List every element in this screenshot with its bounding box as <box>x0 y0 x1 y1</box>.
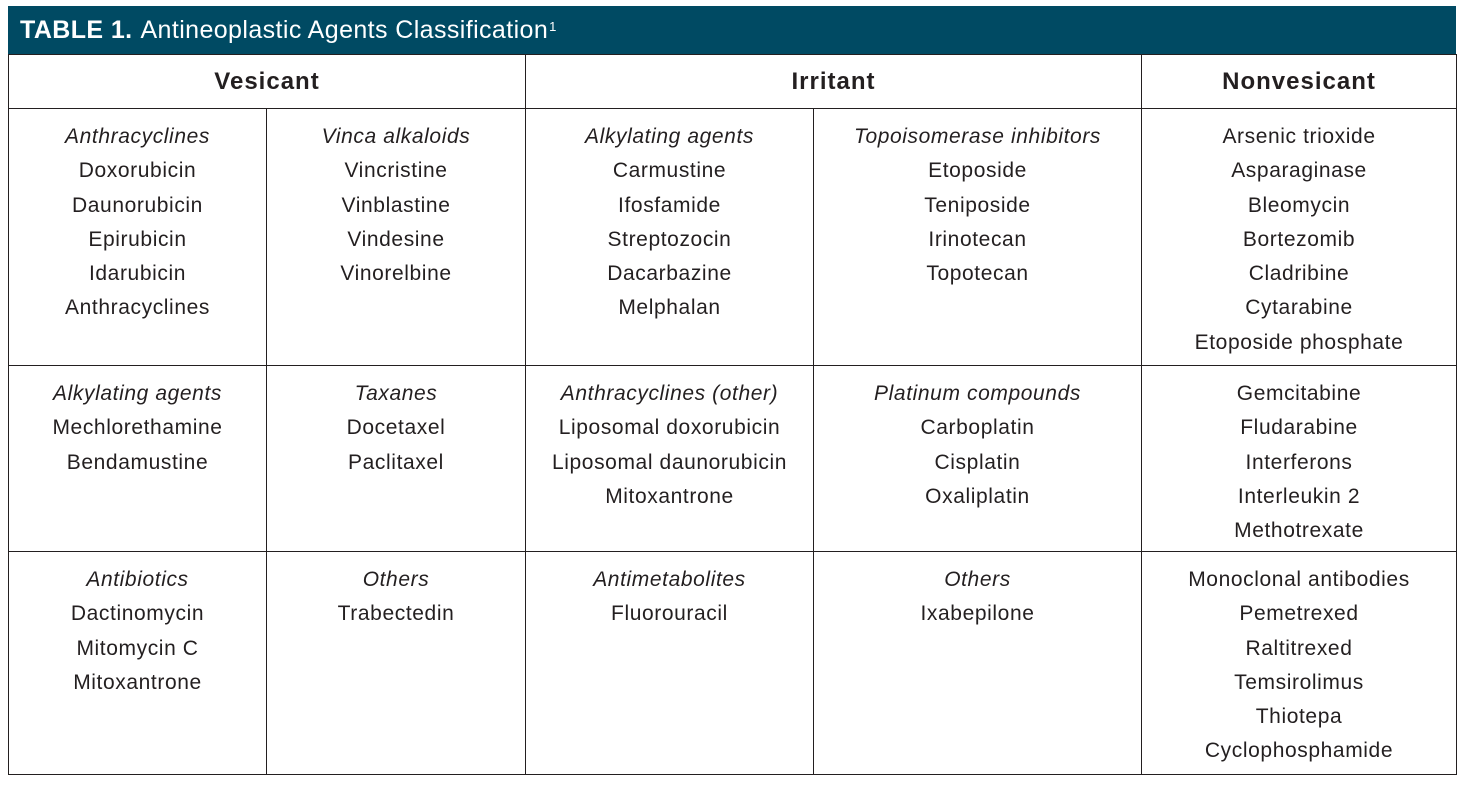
drug-name: Fludarabine <box>1240 416 1358 440</box>
drug-name: Dacarbazine <box>607 262 732 286</box>
vesicant-cell <box>9 109 267 366</box>
drug-class-heading: Vinca alkaloids <box>321 125 471 148</box>
drug-name: Paclitaxel <box>348 450 444 474</box>
drug-name: Bortezomib <box>1242 227 1356 251</box>
drug-name: Bendamustine <box>66 450 209 474</box>
irritant-cell <box>814 366 1142 552</box>
drug-name: Idarubicin <box>88 262 187 286</box>
cell-content <box>9 109 266 326</box>
cell-content <box>814 109 1141 291</box>
drug-name: Fluorouracil <box>611 602 728 626</box>
drug-name: Anthracyclines <box>65 296 210 320</box>
irritant-cell <box>526 109 814 366</box>
table-reference: 1 <box>549 18 557 34</box>
drug-class-heading: Taxanes <box>354 382 438 405</box>
cell-content <box>9 552 266 700</box>
drug-name: Liposomal doxorubicin <box>558 416 781 440</box>
drug-name: Asparaginase <box>1231 159 1367 183</box>
vesicant-cell <box>9 552 267 775</box>
drug-name: Irinotecan <box>928 227 1027 251</box>
drug-class-heading: Anthracyclines (other) <box>560 382 779 405</box>
drug-name: Docetaxel <box>346 416 446 440</box>
drug-name: Epirubicin <box>88 227 187 251</box>
drug-name: Doxorubicin <box>78 159 197 183</box>
table-row <box>9 552 1457 775</box>
cell-content <box>1142 552 1456 769</box>
table-figure <box>8 6 1456 775</box>
vesicant-cell <box>267 552 526 775</box>
column-header-irritant: Irritant <box>526 55 1142 109</box>
drug-class-heading: Others <box>944 568 1011 591</box>
drug-name: Oxaliplatin <box>925 484 1030 508</box>
drug-class-heading: Others <box>362 568 430 591</box>
drug-name: Vincristine <box>344 159 448 183</box>
drug-name: Trabectedin <box>337 602 455 626</box>
drug-name: Liposomal daunorubicin <box>551 450 787 474</box>
cell-content <box>814 366 1141 514</box>
vesicant-cell <box>267 109 526 366</box>
nonvesicant-cell <box>1142 366 1457 552</box>
table-label: TABLE 1. <box>20 15 133 44</box>
vesicant-cell <box>9 366 267 552</box>
drug-class-heading: Platinum compounds <box>874 382 1081 405</box>
classification-table <box>8 54 1457 775</box>
drug-name: Cyclophosphamide <box>1204 739 1394 763</box>
drug-class-heading: Alkylating agents <box>53 382 222 405</box>
drug-name: Bleomycin <box>1247 193 1351 217</box>
drug-name: Interleukin 2 <box>1237 484 1361 508</box>
drug-name: Vinorelbine <box>340 262 452 286</box>
drug-name: Mechlorethamine <box>52 416 223 440</box>
drug-name: Topotecan <box>926 262 1029 286</box>
header-row <box>9 55 1457 109</box>
drug-name: Etoposide phosphate <box>1194 330 1404 354</box>
irritant-cell <box>526 552 814 775</box>
drug-name: Cisplatin <box>934 450 1021 474</box>
cell-content <box>267 109 525 291</box>
drug-name: Monoclonal antibodies <box>1188 568 1410 591</box>
drug-name: Temsirolimus <box>1234 670 1364 694</box>
drug-name: Ifosfamide <box>618 193 721 217</box>
column-header-vesicant: Vesicant <box>9 55 526 109</box>
drug-name: Pemetrexed <box>1239 602 1359 626</box>
irritant-cell <box>526 366 814 552</box>
irritant-cell <box>814 552 1142 775</box>
table-title: Antineoplastic Agents Classification <box>140 15 549 44</box>
table-title-bar <box>8 6 1456 54</box>
drug-name: Dactinomycin <box>70 602 205 626</box>
cell-content <box>9 366 266 480</box>
column-header-nonvesicant: Nonvesicant <box>1142 55 1457 109</box>
cell-content <box>526 366 813 514</box>
cell-content <box>526 552 813 632</box>
cell-content <box>1142 109 1456 360</box>
drug-class-heading: Anthracyclines <box>65 125 210 148</box>
drug-name: Thiotepa <box>1255 705 1343 729</box>
cell-content <box>814 552 1141 632</box>
drug-class-heading: Topoisomerase inhibitors <box>853 125 1102 148</box>
drug-name: Streptozocin <box>607 227 732 251</box>
drug-class-heading: Alkylating agents <box>585 125 754 148</box>
cell-content <box>1142 366 1456 548</box>
drug-class-heading: Antibiotics <box>86 568 189 591</box>
drug-class-heading: Antimetabolites <box>593 568 746 591</box>
nonvesicant-cell <box>1142 552 1457 775</box>
nonvesicant-cell <box>1142 109 1457 366</box>
drug-name: Raltitrexed <box>1245 636 1353 660</box>
drug-name: Vinblastine <box>341 193 451 217</box>
drug-name: Daunorubicin <box>72 193 203 217</box>
table-row <box>9 109 1457 366</box>
drug-name: Cytarabine <box>1245 296 1353 320</box>
drug-name: Gemcitabine <box>1236 382 1362 405</box>
drug-name: Vindesine <box>347 227 445 251</box>
drug-name: Methotrexate <box>1234 519 1364 543</box>
drug-name: Mitoxantrone <box>73 670 202 694</box>
drug-name: Melphalan <box>618 296 721 320</box>
drug-name: Teniposide <box>924 193 1031 217</box>
drug-name: Ixabepilone <box>920 602 1035 626</box>
irritant-cell <box>814 109 1142 366</box>
table-row <box>9 366 1457 552</box>
drug-name: Carmustine <box>612 159 727 183</box>
drug-name: Interferons <box>1245 450 1353 474</box>
cell-content <box>267 552 525 632</box>
vesicant-cell <box>267 366 526 552</box>
drug-name: Mitoxantrone <box>605 484 734 508</box>
drug-name: Etoposide <box>928 159 1027 183</box>
drug-name: Carboplatin <box>920 416 1035 440</box>
cell-content <box>267 366 525 480</box>
drug-name: Arsenic trioxide <box>1222 125 1376 148</box>
cell-content <box>526 109 813 326</box>
drug-name: Mitomycin C <box>76 636 199 660</box>
drug-name: Cladribine <box>1248 262 1350 286</box>
